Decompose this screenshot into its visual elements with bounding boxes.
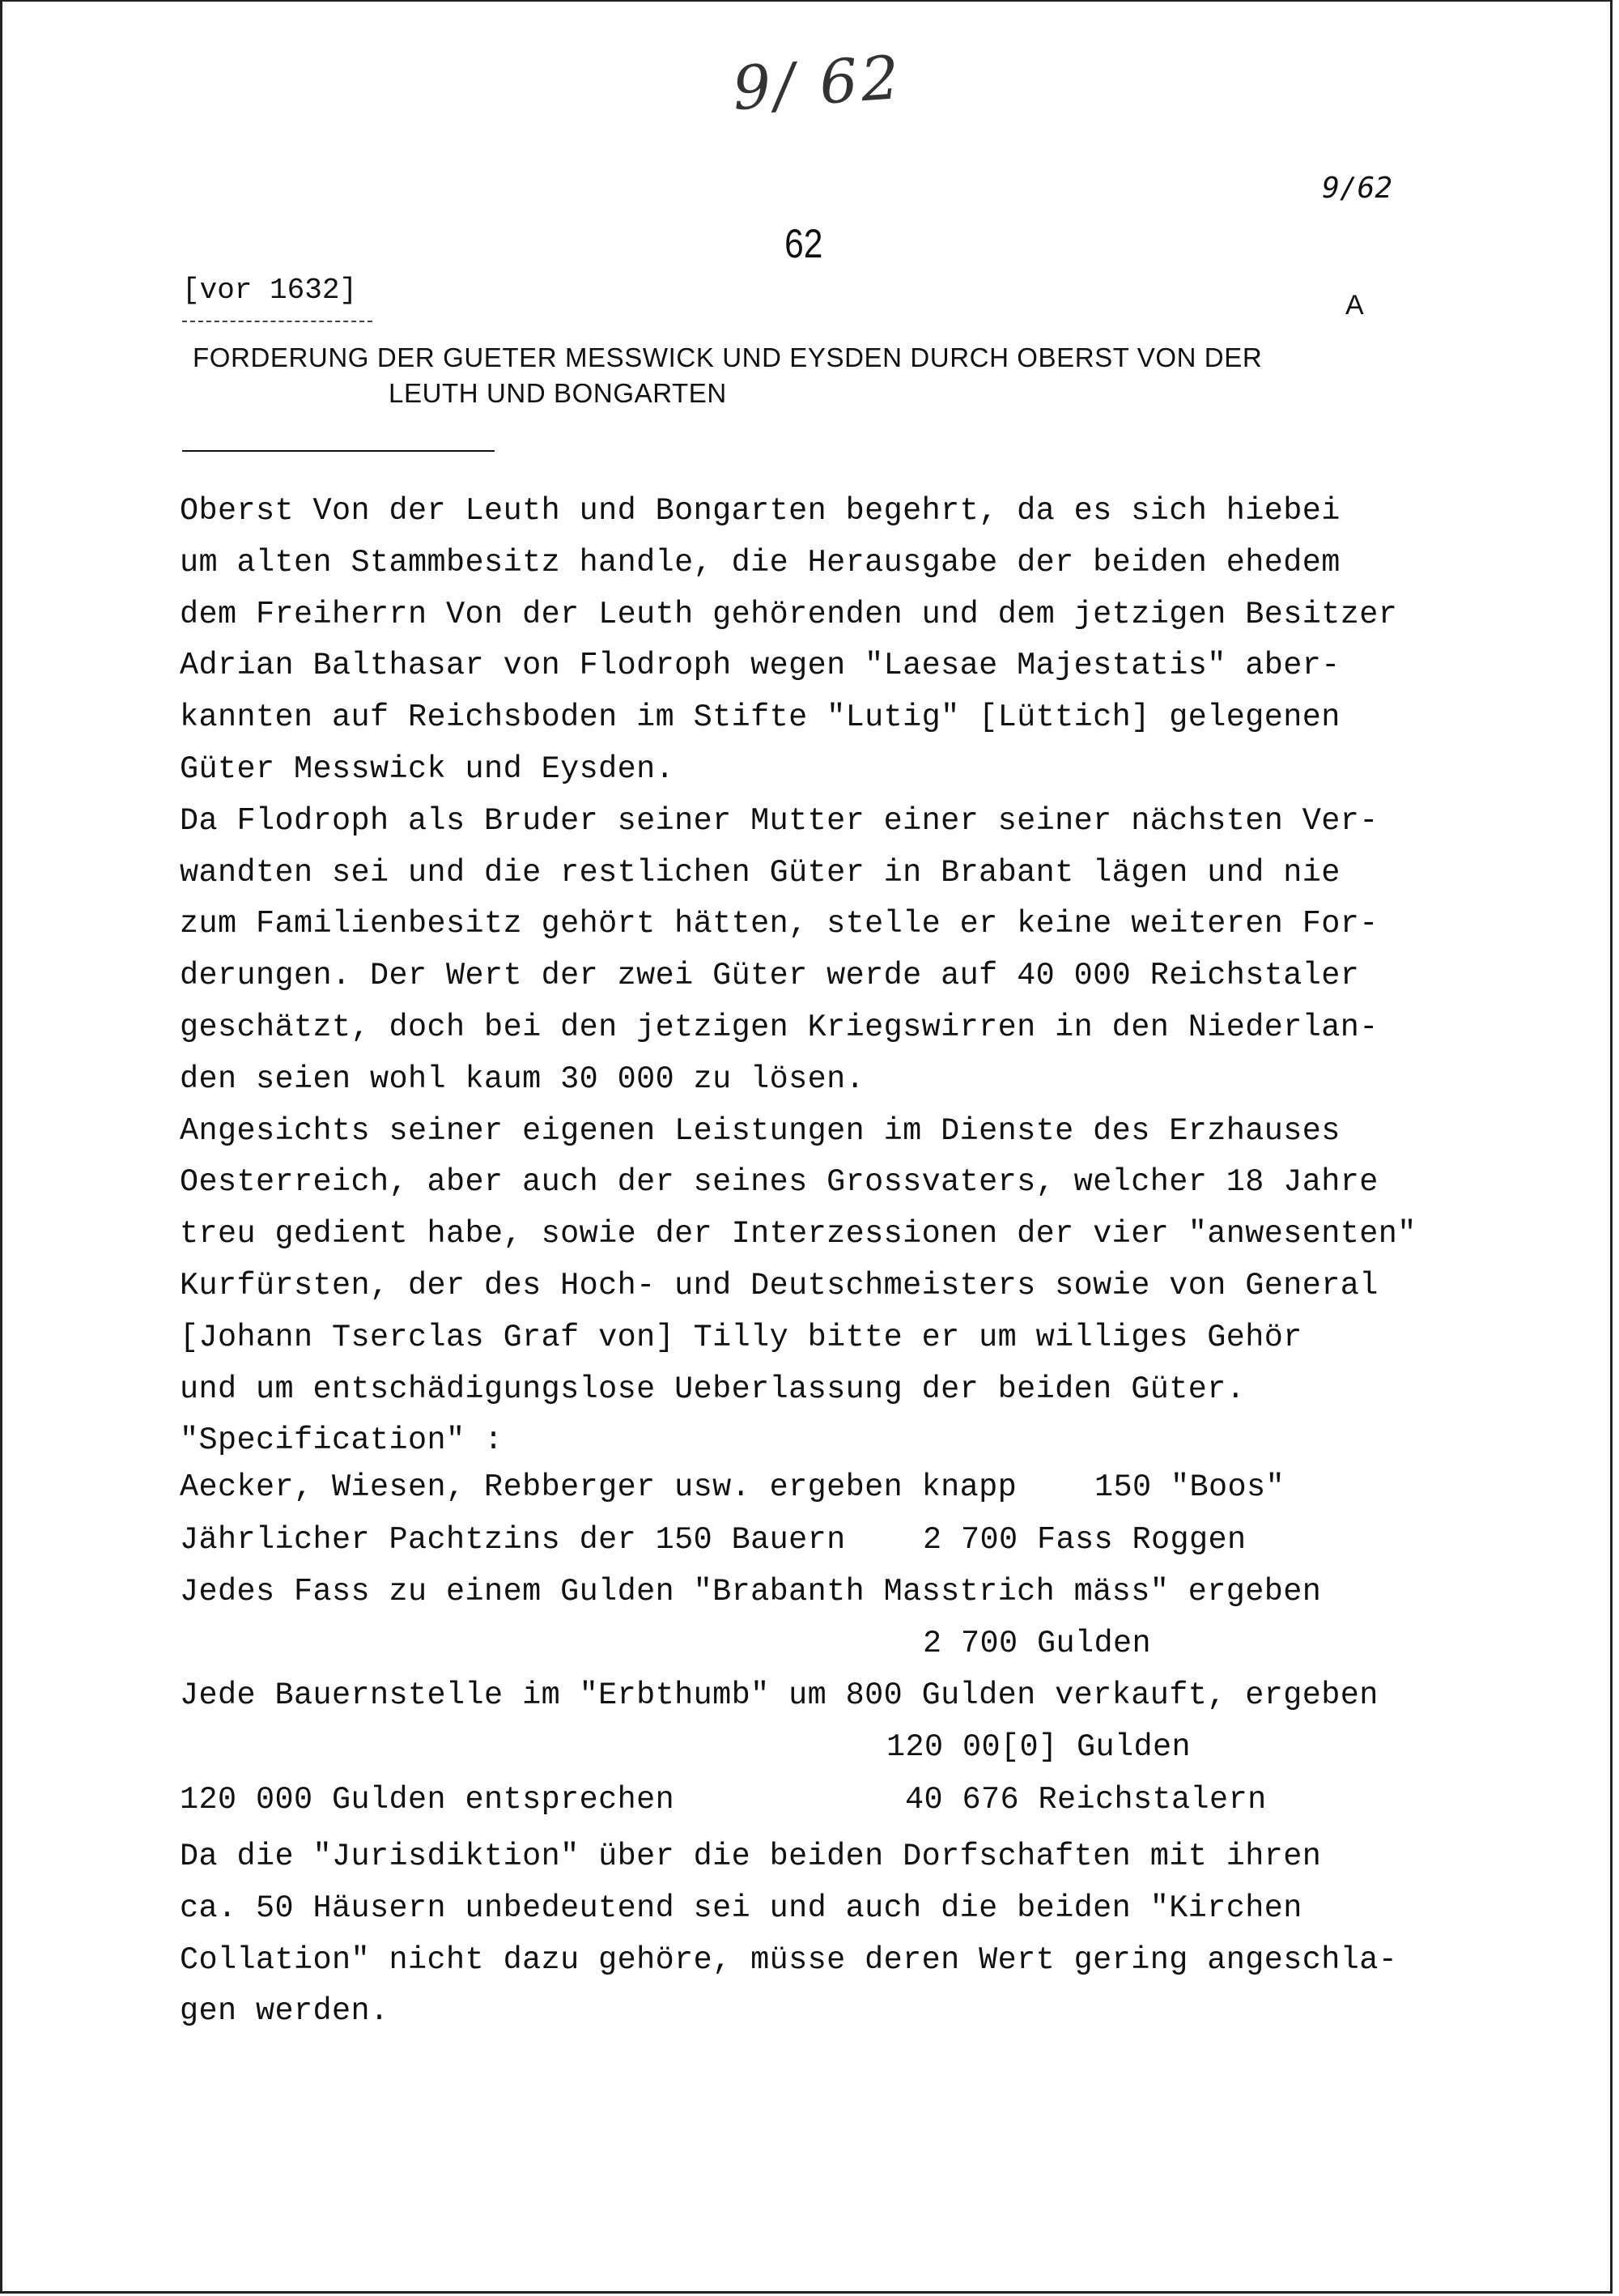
spec-row-value: 2 700 Gulden bbox=[923, 1626, 1152, 1661]
text-line: treu gedient habe, sowie der Interzessionen der vier "anwesenten" bbox=[180, 1216, 1417, 1252]
text-line: ca. 50 Häusern unbedeutend sei und auch die beiden "Kirchen bbox=[180, 1890, 1302, 1926]
text-line: Angesichts seiner eigenen Leistungen im Dienste des Erzhauses bbox=[180, 1112, 1341, 1149]
spec-row-label: Aecker, Wiesen, Rebberger usw. ergeben knapp bbox=[180, 1469, 1018, 1505]
title-line: LEUTH UND BONGARTEN bbox=[389, 378, 727, 408]
text-line: Oberst Von der Leuth und Bongarten begehrt, da es sich hiebei bbox=[180, 493, 1341, 529]
spec-row-label: Jährlicher Pachtzins der 150 Bauern bbox=[180, 1522, 846, 1558]
archive-number: 9/62 bbox=[1322, 172, 1392, 205]
text-line: um alten Stammbesitz handle, die Herausgabe der beiden ehedem bbox=[180, 544, 1341, 580]
text-line: Da die "Jurisdiktion" über die beiden Dorfschaften mit ihren bbox=[180, 1839, 1322, 1874]
text-line: Adrian Balthasar von Flodroph wegen "Laesae Majestatis" aber- bbox=[180, 648, 1341, 684]
text-line: gen werden. bbox=[180, 1993, 389, 2030]
text-line: dem Freiherrn Von der Leuth gehörenden und dem jetzigen Besitzer bbox=[180, 596, 1398, 632]
spec-row-label: 120 000 Gulden entsprechen bbox=[180, 1782, 675, 1818]
page-number: 62 bbox=[784, 221, 823, 266]
text-line: geschätzt, doch bei den jetzigen Kriegswirren in den Niederlan- bbox=[180, 1009, 1379, 1045]
text-line: und um entschädigungslose Ueberlassung der beiden Güter. bbox=[180, 1371, 1246, 1407]
spec-row-label: Jedes Fass zu einem Gulden "Brabanth Masstrich mäss" ergeben bbox=[180, 1574, 1322, 1609]
text-line: den seien wohl kaum 30 000 zu lösen. bbox=[180, 1061, 865, 1097]
closing-text bbox=[180, 1831, 1572, 2038]
text-line: zum Familienbesitz gehört hätten, stelle er keine weiteren For- bbox=[180, 906, 1379, 942]
text-line: Güter Messwick und Eysden. bbox=[180, 750, 675, 787]
spec-row-value: 2 700 Fass Roggen bbox=[923, 1522, 1247, 1558]
text-line: Oesterreich, aber auch der seines Grossvaters, welcher 18 Jahre bbox=[180, 1164, 1379, 1201]
text-line: kannten auf Reichsboden im Stifte "Lutig" [Lüttich] gelegenen bbox=[180, 699, 1341, 736]
text-line: [Johann Tserclas Graf von] Tilly bitte er um williges Gehör bbox=[180, 1319, 1302, 1355]
text-line: "Specification" : bbox=[180, 1422, 504, 1459]
text-line: Da Flodroph als Bruder seiner Mutter einer seiner nächsten Ver- bbox=[180, 802, 1379, 839]
title-rule bbox=[182, 450, 495, 452]
text-line: wandten sei und die restlichen Güter in Brabant lägen und nie bbox=[180, 854, 1341, 891]
spec-row-label: Jede Bauernstelle im "Erbthumb" um 800 Gulden verkauft, ergeben bbox=[180, 1677, 1379, 1713]
handwritten-archive-mark: 9/ 62 bbox=[730, 42, 905, 125]
document-date: [vor 1632] bbox=[182, 274, 358, 307]
spec-row-value: 150 "Boos" bbox=[1094, 1469, 1285, 1505]
document-title bbox=[193, 340, 1407, 411]
text-line: derungen. Der Wert der zwei Güter werde auf 40 000 Reichstaler bbox=[180, 958, 1360, 994]
body-text bbox=[180, 486, 1572, 1467]
section-letter: A bbox=[1345, 290, 1364, 321]
spec-row-value: 40 676 Reichstalern bbox=[905, 1782, 1267, 1818]
title-line: FORDERUNG DER GUETER MESSWICK UND EYSDEN DURCH OBERST VON DER bbox=[193, 342, 1263, 372]
spec-row-value: 120 00[0] Gulden bbox=[886, 1729, 1192, 1765]
date-underline bbox=[182, 321, 372, 322]
text-line: Kurfürsten, der des Hoch- und Deutschmeisters sowie von General bbox=[180, 1267, 1379, 1303]
text-line: Collation" nicht dazu gehöre, müsse deren Wert gering angeschla- bbox=[180, 1941, 1398, 1978]
